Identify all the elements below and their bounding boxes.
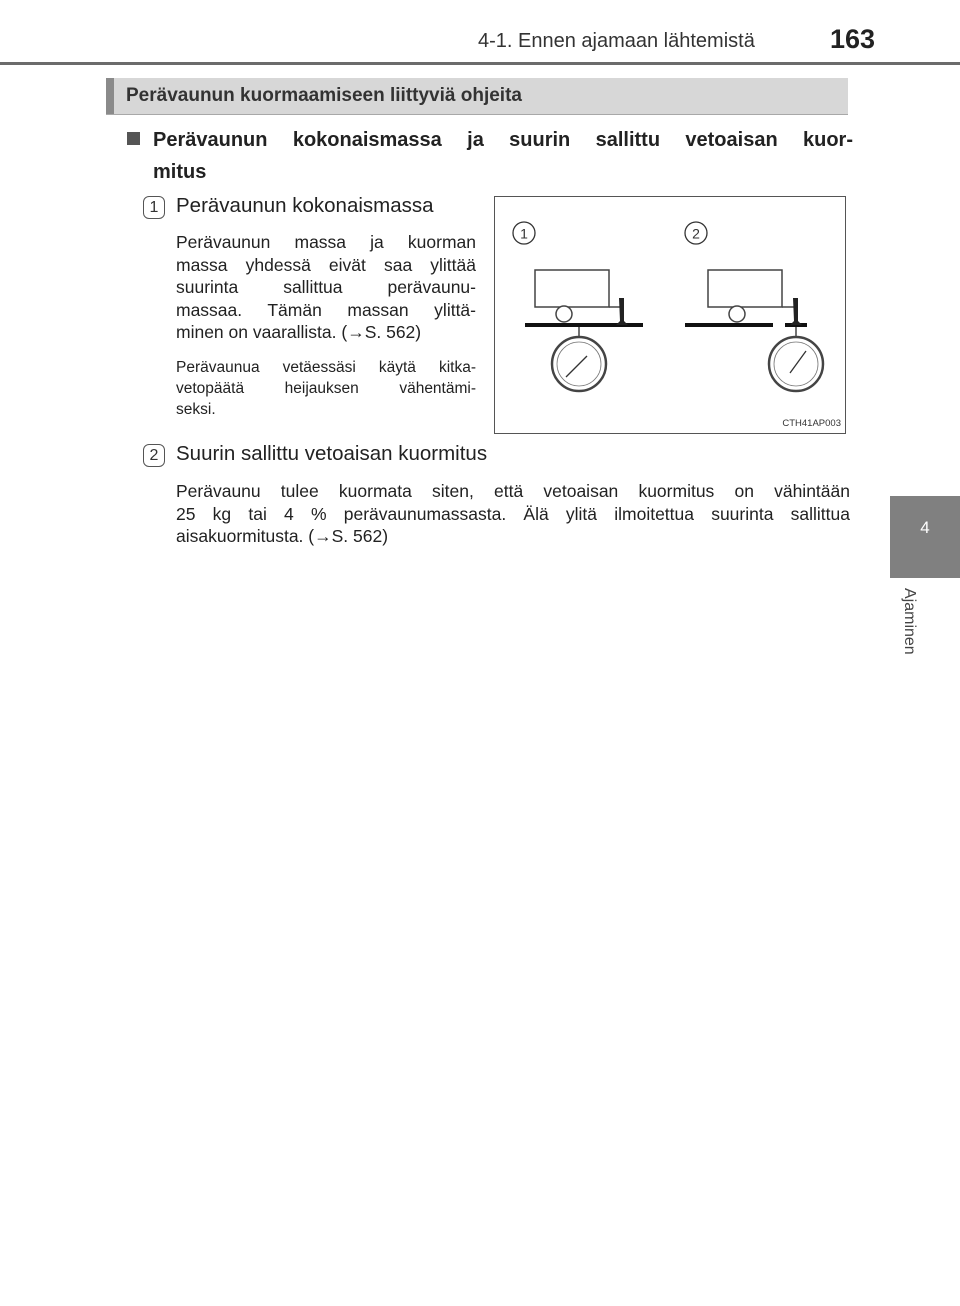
page-number: 163	[830, 24, 876, 54]
callout-label: 1	[520, 225, 528, 242]
subsection-heading	[153, 124, 853, 188]
text-line: 25 kg tai 4 % perävaunumassasta. Älä ylitä ilmoitettua suurinta sallittua	[176, 503, 850, 524]
text-line: Perävaunu tulee kuormata siten, että vetoaisan kuormitus on vähintään	[176, 481, 850, 501]
trailer-weight-illustration	[494, 196, 846, 434]
text-line: Perävaunun massa ja kuorman	[176, 232, 476, 252]
chapter-tab[interactable]	[890, 496, 960, 576]
text-line: seksi.	[176, 401, 216, 418]
subsection-heading-line: Perävaunun kokonaismassa ja suurin sallittu vetoaisan kuor-	[153, 129, 853, 151]
text-line: massa yhdessä eivät saa ylittää	[176, 254, 476, 275]
text-line: aisakuormitusta. (→S. 562)	[176, 526, 389, 546]
item-number-badge: 2	[143, 444, 165, 467]
item-title: Perävaunun kokonaismassa	[176, 194, 434, 217]
callout-label: 2	[692, 225, 700, 242]
section-heading: Perävaunun kuormaamiseen liittyviä ohjeita	[126, 85, 522, 106]
header-divider	[0, 62, 960, 65]
item-number-badge: 1	[143, 196, 165, 219]
section-heading-bar	[106, 78, 848, 115]
subsection-heading-line: mitus	[153, 161, 207, 183]
text-line: suurinta sallittua perävaunu-	[176, 277, 476, 297]
trailer-on-scale-left	[525, 270, 643, 391]
item-note	[176, 357, 476, 420]
text-line: massaa. Tämän massan ylittä-	[176, 299, 476, 320]
item-description	[176, 231, 476, 344]
trailer-tongue-on-scale-right	[685, 270, 823, 391]
chapter-tab-label: Ajaminen	[901, 588, 918, 655]
chapter-title: 4-1. Ennen ajamaan lähtemistä	[478, 30, 755, 52]
figure-code: CTH41AP003	[782, 418, 841, 429]
chapter-tab-divider	[890, 576, 960, 578]
item-title: Suurin sallittu vetoaisan kuormitus	[176, 442, 488, 465]
item-description	[176, 480, 850, 548]
chapter-tab-number: 4	[920, 518, 930, 537]
text-line: Perävaunua vetäessäsi käytä kitka-	[176, 359, 476, 376]
trailer-scale-diagram	[495, 197, 845, 433]
text-line: vetopäätä heijauksen vähentämi-	[176, 380, 476, 397]
chapter-tab-label-wrap	[898, 588, 918, 678]
square-bullet-icon	[127, 132, 140, 145]
section-heading-accent	[106, 78, 114, 114]
text-line: minen on vaarallista. (→S. 562)	[176, 322, 422, 342]
